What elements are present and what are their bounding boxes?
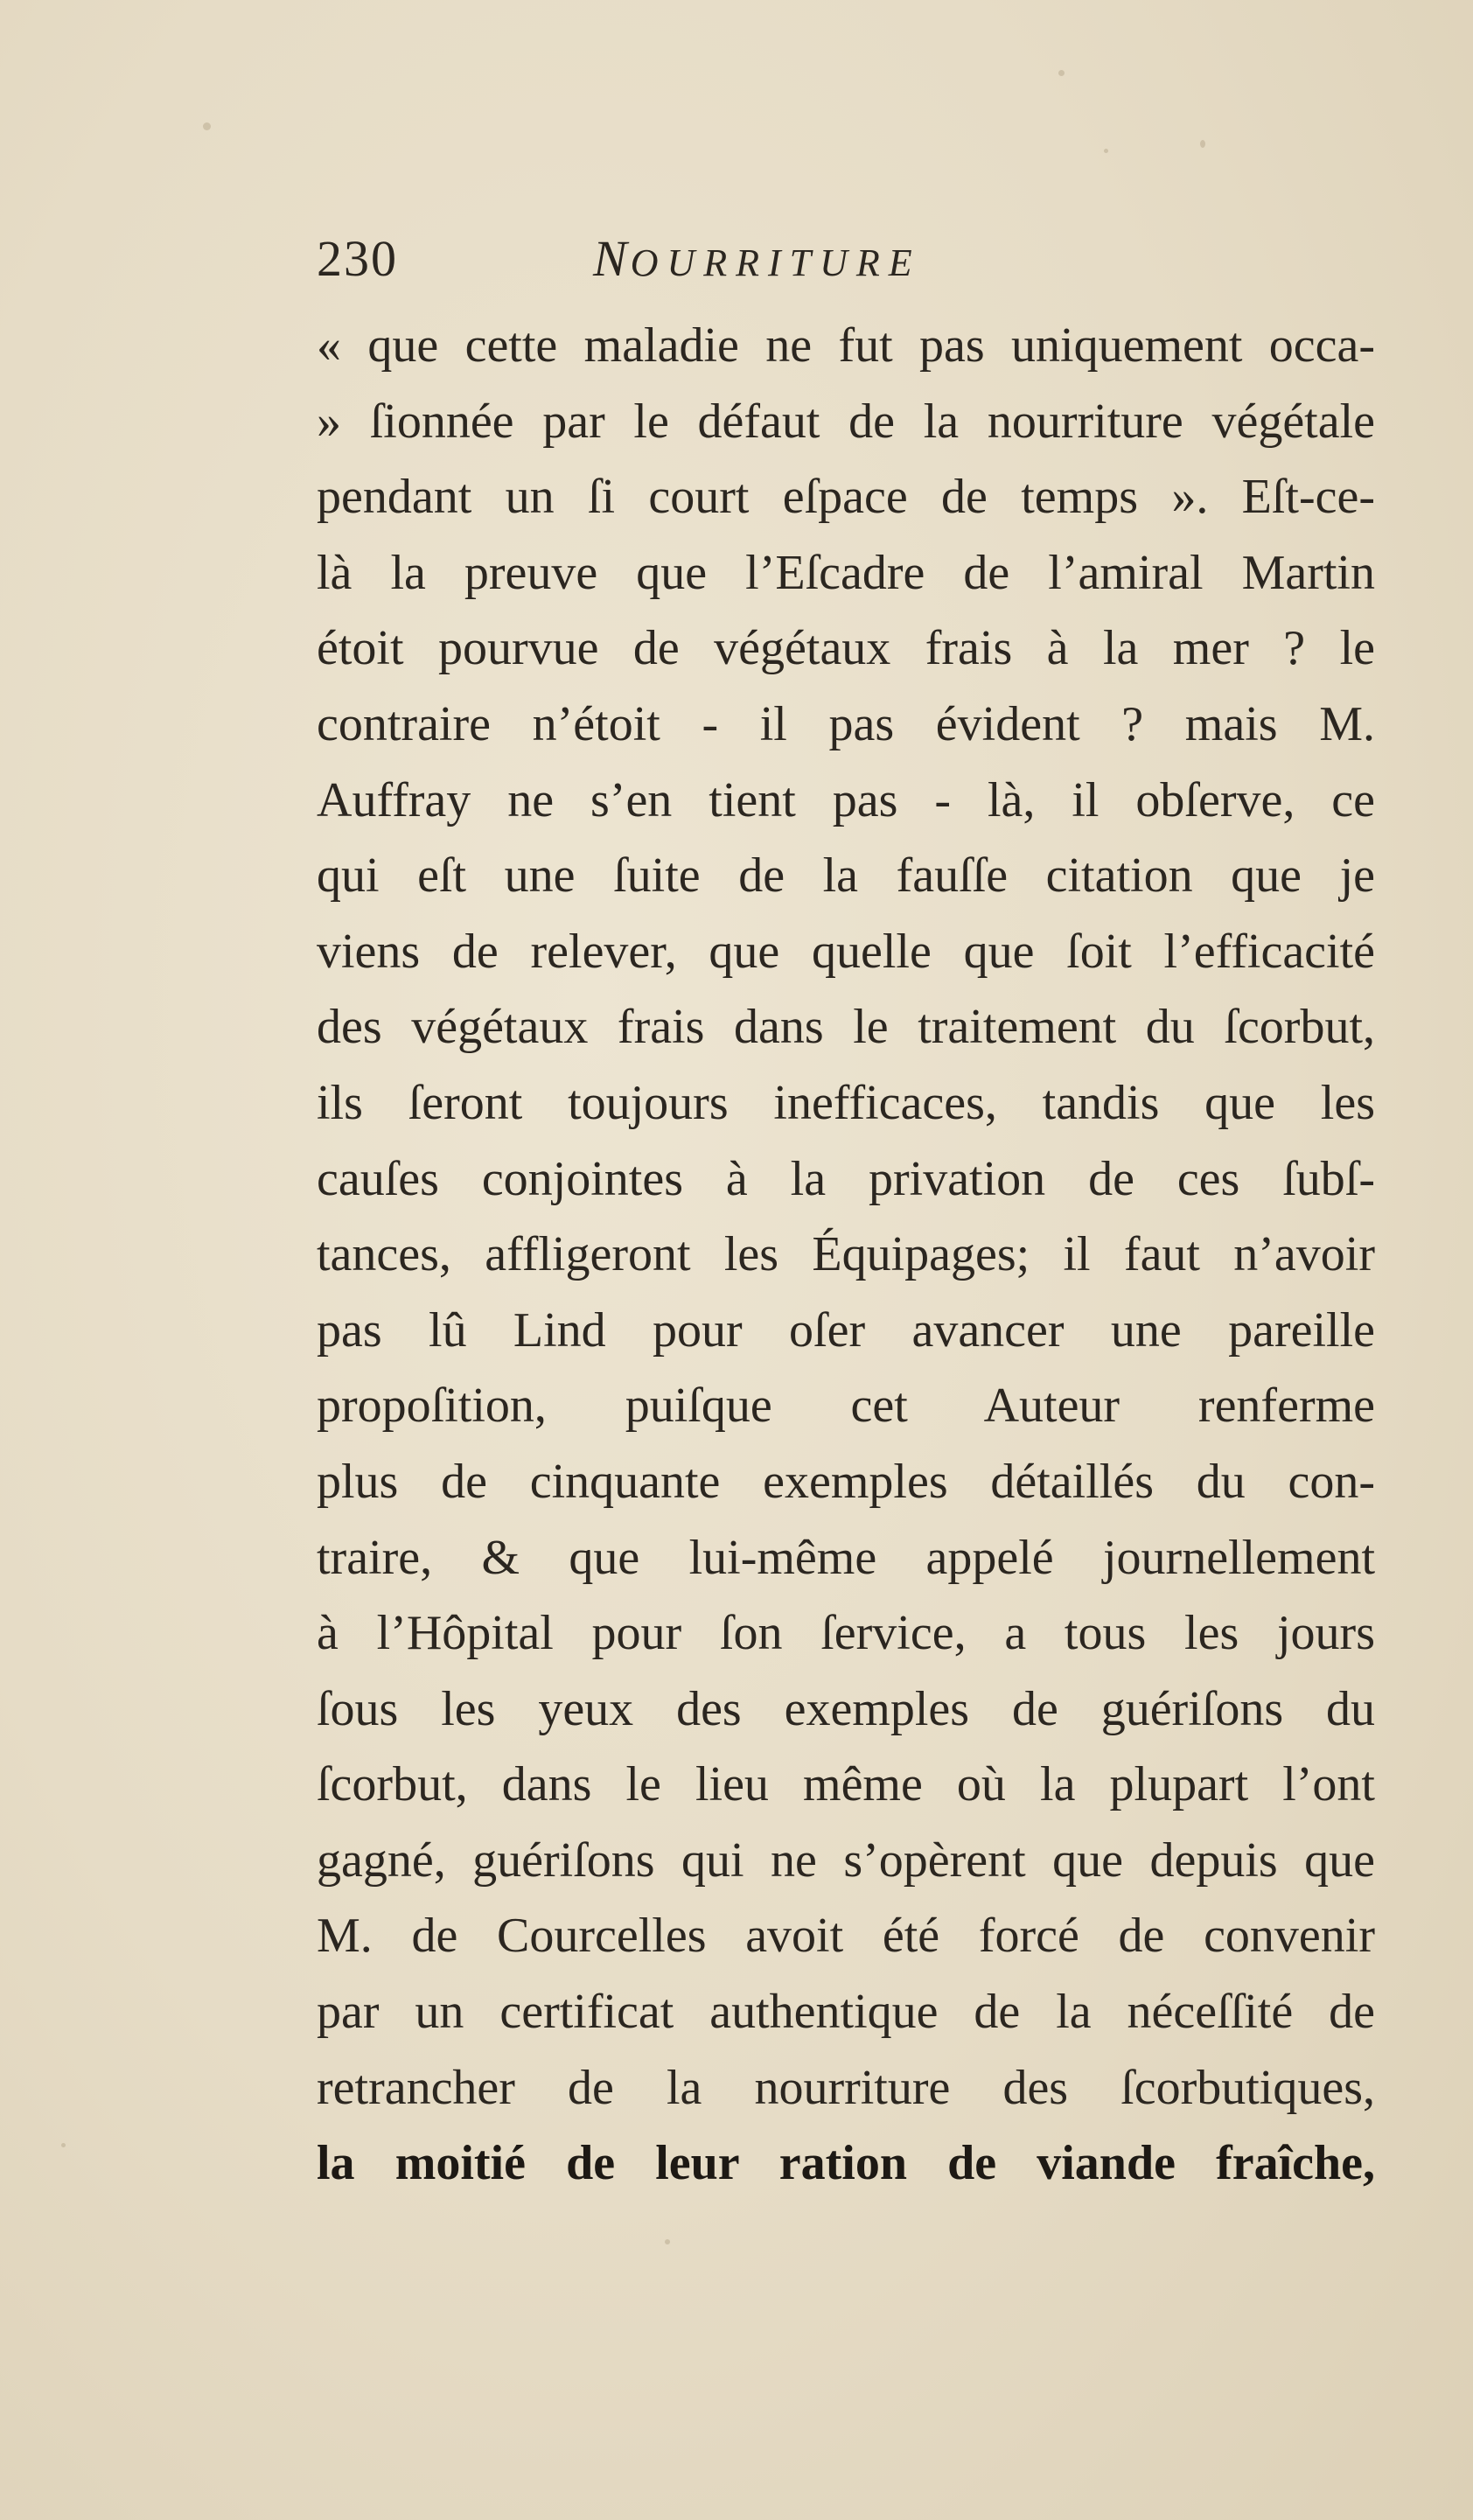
text-line: plus de cinquante exemples détaillés du con- bbox=[317, 1454, 1375, 1509]
text-line: ils ſeront toujours inefficaces, tandis que les bbox=[317, 1075, 1375, 1130]
text-line: cauſes conjointes à la privation de ces ſubſ- bbox=[317, 1151, 1375, 1206]
paper-speck bbox=[1058, 70, 1065, 76]
running-head-rest: OURRITURE bbox=[630, 241, 921, 284]
body-text bbox=[317, 308, 1375, 2202]
paper-speck bbox=[203, 122, 211, 130]
text-line: « que cette maladie ne fut pas uniquement occa- bbox=[317, 318, 1375, 373]
text-line: des végétaux frais dans le traitement du ſcorbut, bbox=[317, 1000, 1375, 1055]
text-line: ſous les yeux des exemples de guériſons du bbox=[317, 1681, 1375, 1736]
page-header bbox=[317, 229, 1191, 299]
text-line: contraire n’étoit - il pas évident ? mais M. bbox=[317, 696, 1375, 751]
paper-speck bbox=[1104, 149, 1108, 153]
text-line: ſcorbut, dans le lieu même où la plupart l’ont bbox=[317, 1757, 1375, 1812]
text-line: qui eſt une ſuite de la fauſſe citation que je bbox=[317, 848, 1375, 904]
text-line: retrancher de la nourriture des ſcorbutiques, bbox=[317, 2060, 1375, 2115]
text-line: propoſition, puiſque cet Auteur renferme bbox=[317, 1379, 1375, 1434]
text-line: la moitié de leur ration de viande fraîche, bbox=[317, 2136, 1375, 2191]
text-line: Auffray ne s’en tient pas - là, il obſerve, ce bbox=[317, 772, 1375, 827]
text-line: là la preuve que l’Eſcadre de l’amiral Martin bbox=[317, 545, 1375, 600]
paper-speck bbox=[61, 2143, 66, 2147]
page-number: 230 bbox=[317, 230, 398, 287]
paper-speck bbox=[665, 2239, 670, 2244]
text-line: étoit pourvue de végétaux frais à la mer ? le bbox=[317, 621, 1375, 676]
paper-speck bbox=[1200, 140, 1205, 148]
text-line: gagné, guériſons qui ne s’opèrent que depuis que bbox=[317, 1832, 1375, 1888]
text-line: par un certificat authentique de la néceſſité de bbox=[317, 1985, 1375, 2040]
text-line: à l’Hôpital pour ſon ſervice, a tous les jours bbox=[317, 1606, 1375, 1661]
text-line: » ſionnée par le défaut de la nourriture végétale bbox=[317, 394, 1375, 449]
text-line: pendant un ſi court eſpace de temps ». Eſt-ce- bbox=[317, 470, 1375, 525]
running-head bbox=[593, 229, 921, 288]
text-line: tances, affligeront les Équipages; il faut n’avoir bbox=[317, 1227, 1375, 1282]
text-line: pas lû Lind pour oſer avancer une pareille bbox=[317, 1302, 1375, 1358]
text-line: viens de relever, que quelle que ſoit l’efficacité bbox=[317, 924, 1375, 979]
running-head-initial: N bbox=[593, 230, 631, 287]
text-line: M. de Courcelles avoit été forcé de convenir bbox=[317, 1909, 1375, 1964]
text-line: traire, & que lui-même appelé journellement bbox=[317, 1530, 1375, 1585]
